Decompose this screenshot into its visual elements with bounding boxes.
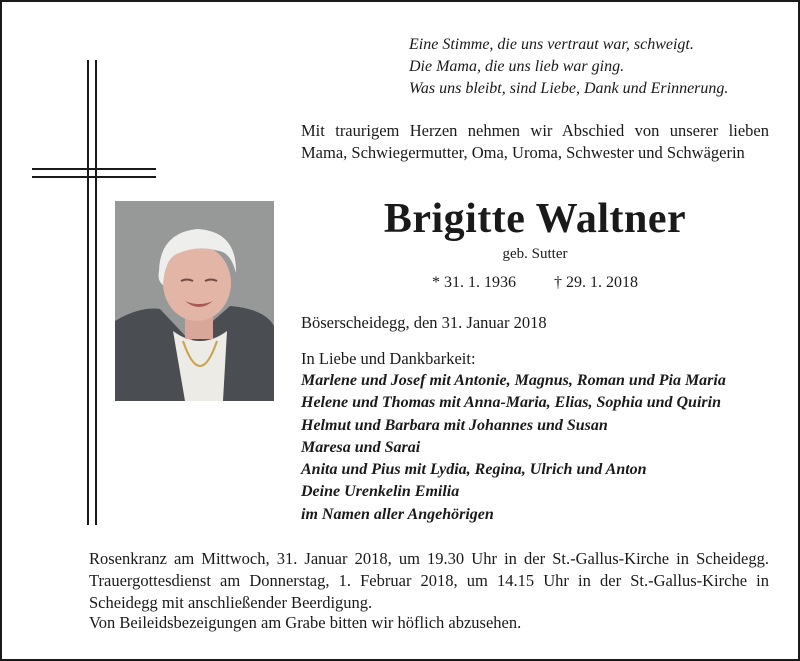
memorial-poem — [409, 34, 789, 100]
family-line: Helmut und Barbara mit Johannes und Susan — [301, 416, 608, 434]
place-date: Böserscheidegg, den 31. Januar 2018 — [301, 313, 547, 332]
family-line: Helene und Thomas mit Anna-Maria, Elias, Sophia und Quirin — [301, 394, 721, 412]
closing-note: Von Beileidsbezeigungen am Grabe bitten wir höflich abzusehen. — [89, 613, 522, 632]
poem-line: Was uns bleibt, sind Liebe, Dank und Erinnerung. — [409, 80, 729, 97]
family-line: Maresa und Sarai — [301, 438, 421, 456]
deceased-name: Brigitte Waltner — [383, 196, 687, 242]
thanks-heading: In Liebe und Dankbarkeit: — [301, 349, 476, 368]
maiden-name: geb. Sutter — [502, 246, 568, 262]
service-details: Rosenkranz am Mittwoch, 31. Januar 2018, um 19.30 Uhr in der St.-Gallus-Kirche in Scheidegg. Trauergottesdienst am Donnerstag, 1. Februar 2018, um 14.15 Uhr in der St.-Gallus-Kirche in Scheidegg mit anschließender Beerdigung. — [89, 549, 769, 612]
family-line: Marlene und Josef mit Antonie, Magnus, Roman und Pia Maria — [301, 372, 726, 389]
family-line: Deine Urenkelin Emilia — [301, 483, 460, 501]
family-list — [301, 370, 771, 526]
death-date: † 29. 1. 2018 — [554, 274, 638, 291]
poem-line: Eine Stimme, die uns vertraut war, schweigt. — [409, 36, 694, 53]
birth-date: * 31. 1. 1936 — [432, 274, 516, 291]
portrait-photo — [115, 201, 274, 401]
poem-line: Die Mama, die uns lieb war ging. — [409, 58, 625, 75]
life-dates — [301, 272, 769, 294]
intro-text: Mit traurigem Herzen nehmen wir Abschied von unserer lieben Mama, Schwiegermutter, Oma, Uroma, Schwester und Schwägerin — [301, 121, 769, 162]
family-line: Anita und Pius mit Lydia, Regina, Ulrich und Anton — [301, 461, 647, 479]
family-line: im Namen aller Angehörigen — [301, 505, 494, 523]
